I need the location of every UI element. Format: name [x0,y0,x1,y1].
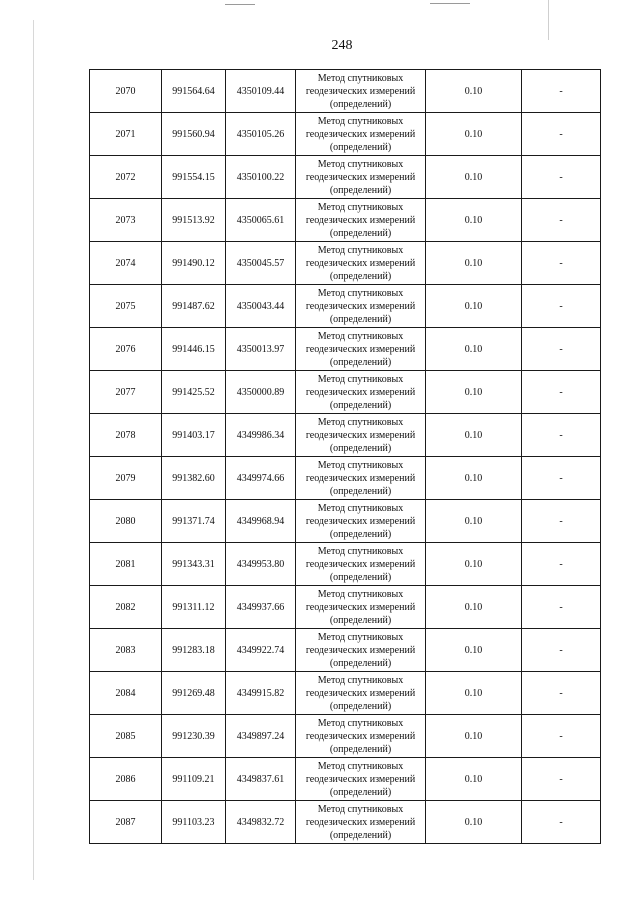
method-line: (определений) [329,700,392,712]
accuracy-cell: 0.10 [426,199,522,242]
method-line: (определений) [329,184,392,196]
y-coordinate-cell: 4350105.26 [226,113,296,156]
method-line: геодезических измерений [305,558,416,570]
y-coordinate-cell: 4349974.66 [226,457,296,500]
accuracy-cell: 0.10 [426,500,522,543]
point-number-cell: 2083 [90,629,162,672]
table-row [90,758,601,801]
x-coordinate-cell: 991490.12 [162,242,226,285]
method-line: геодезических измерений [305,429,416,441]
accuracy-cell: 0.10 [426,715,522,758]
point-number-cell: 2078 [90,414,162,457]
accuracy-cell: 0.10 [426,543,522,586]
method-line: Метод спутниковых [317,416,404,428]
method-line: Метод спутниковых [317,545,404,557]
table-row [90,586,601,629]
method-line: (определений) [329,399,392,411]
method-line: геодезических измерений [305,214,416,226]
method-line: (определений) [329,743,392,755]
method-line: (определений) [329,528,392,540]
point-number-cell: 2077 [90,371,162,414]
y-coordinate-cell: 4350100.22 [226,156,296,199]
method-line: Метод спутниковых [317,717,404,729]
x-coordinate-cell: 991109.21 [162,758,226,801]
table-row [90,672,601,715]
table-row [90,543,601,586]
x-coordinate-cell: 991560.94 [162,113,226,156]
scan-artifact-right-edge [548,0,549,40]
note-cell: - [522,629,601,672]
table-row [90,801,601,844]
method-cell [296,586,426,629]
method-line: (определений) [329,485,392,497]
method-line: (определений) [329,356,392,368]
method-cell [296,199,426,242]
scan-artifact-left-edge [33,20,34,880]
accuracy-cell: 0.10 [426,672,522,715]
method-line: (определений) [329,270,392,282]
note-cell: - [522,156,601,199]
y-coordinate-cell: 4350045.57 [226,242,296,285]
accuracy-cell: 0.10 [426,328,522,371]
x-coordinate-cell: 991283.18 [162,629,226,672]
note-cell: - [522,672,601,715]
method-cell [296,672,426,715]
y-coordinate-cell: 4349968.94 [226,500,296,543]
note-cell: - [522,242,601,285]
point-number-cell: 2080 [90,500,162,543]
x-coordinate-cell: 991513.92 [162,199,226,242]
x-coordinate-cell: 991103.23 [162,801,226,844]
method-line: геодезических измерений [305,343,416,355]
point-number-cell: 2085 [90,715,162,758]
accuracy-cell: 0.10 [426,70,522,113]
method-line: геодезических измерений [305,300,416,312]
method-line: Метод спутниковых [317,803,404,815]
y-coordinate-cell: 4349915.82 [226,672,296,715]
method-cell [296,715,426,758]
method-line: геодезических измерений [305,816,416,828]
method-line: геодезических измерений [305,773,416,785]
point-number-cell: 2086 [90,758,162,801]
table-row [90,457,601,500]
method-line: геодезических измерений [305,601,416,613]
method-line: (определений) [329,614,392,626]
note-cell: - [522,414,601,457]
y-coordinate-cell: 4350109.44 [226,70,296,113]
method-line: Метод спутниковых [317,287,404,299]
method-line: (определений) [329,657,392,669]
note-cell: - [522,543,601,586]
table-row [90,371,601,414]
table-row [90,156,601,199]
method-line: геодезических измерений [305,515,416,527]
x-coordinate-cell: 991487.62 [162,285,226,328]
note-cell: - [522,328,601,371]
method-line: Метод спутниковых [317,158,404,170]
y-coordinate-cell: 4349837.61 [226,758,296,801]
accuracy-cell: 0.10 [426,156,522,199]
method-line: геодезических измерений [305,644,416,656]
method-line: (определений) [329,442,392,454]
accuracy-cell: 0.10 [426,758,522,801]
accuracy-cell: 0.10 [426,113,522,156]
scan-artifact-top-right [430,3,470,4]
x-coordinate-cell: 991311.12 [162,586,226,629]
x-coordinate-cell: 991425.52 [162,371,226,414]
accuracy-cell: 0.10 [426,285,522,328]
y-coordinate-cell: 4350013.97 [226,328,296,371]
method-line: Метод спутниковых [317,631,404,643]
method-line: Метод спутниковых [317,373,404,385]
point-number-cell: 2087 [90,801,162,844]
method-cell [296,328,426,371]
y-coordinate-cell: 4349832.72 [226,801,296,844]
method-line: геодезических измерений [305,472,416,484]
method-line: Метод спутниковых [317,674,404,686]
note-cell: - [522,199,601,242]
y-coordinate-cell: 4350065.61 [226,199,296,242]
point-number-cell: 2070 [90,70,162,113]
note-cell: - [522,457,601,500]
point-number-cell: 2076 [90,328,162,371]
method-line: геодезических измерений [305,257,416,269]
method-line: (определений) [329,98,392,110]
method-cell [296,371,426,414]
table-row [90,500,601,543]
table-row [90,629,601,672]
y-coordinate-cell: 4350000.89 [226,371,296,414]
method-line: Метод спутниковых [317,588,404,600]
table-row [90,715,601,758]
y-coordinate-cell: 4349986.34 [226,414,296,457]
point-number-cell: 2074 [90,242,162,285]
method-line: геодезических измерений [305,386,416,398]
method-line: (определений) [329,313,392,325]
point-number-cell: 2081 [90,543,162,586]
method-line: Метод спутниковых [317,72,404,84]
method-line: (определений) [329,227,392,239]
note-cell: - [522,758,601,801]
method-line: геодезических измерений [305,730,416,742]
x-coordinate-cell: 991230.39 [162,715,226,758]
x-coordinate-cell: 991371.74 [162,500,226,543]
table-row [90,285,601,328]
method-line: Метод спутниковых [317,502,404,514]
point-number-cell: 2084 [90,672,162,715]
accuracy-cell: 0.10 [426,414,522,457]
note-cell: - [522,70,601,113]
method-line: (определений) [329,786,392,798]
table-row [90,328,601,371]
x-coordinate-cell: 991554.15 [162,156,226,199]
accuracy-cell: 0.10 [426,242,522,285]
method-line: (определений) [329,571,392,583]
method-cell [296,629,426,672]
method-cell [296,758,426,801]
method-line: (определений) [329,141,392,153]
method-cell [296,242,426,285]
point-number-cell: 2071 [90,113,162,156]
table-row [90,414,601,457]
note-cell: - [522,715,601,758]
method-cell [296,70,426,113]
method-line: Метод спутниковых [317,330,404,342]
point-number-cell: 2073 [90,199,162,242]
x-coordinate-cell: 991343.31 [162,543,226,586]
x-coordinate-cell: 991269.48 [162,672,226,715]
coordinates-table [89,69,601,844]
accuracy-cell: 0.10 [426,457,522,500]
y-coordinate-cell: 4349953.80 [226,543,296,586]
point-number-cell: 2072 [90,156,162,199]
method-line: геодезических измерений [305,171,416,183]
table-row [90,70,601,113]
table-row [90,199,601,242]
table-body [90,70,601,844]
method-line: Метод спутниковых [317,244,404,256]
x-coordinate-cell: 991382.60 [162,457,226,500]
method-cell [296,457,426,500]
y-coordinate-cell: 4350043.44 [226,285,296,328]
point-number-cell: 2082 [90,586,162,629]
accuracy-cell: 0.10 [426,629,522,672]
method-line: (определений) [329,829,392,841]
note-cell: - [522,113,601,156]
scan-artifact-top [225,4,255,5]
point-number-cell: 2075 [90,285,162,328]
method-cell [296,156,426,199]
point-number-cell: 2079 [90,457,162,500]
y-coordinate-cell: 4349937.66 [226,586,296,629]
method-cell [296,801,426,844]
method-cell [296,285,426,328]
accuracy-cell: 0.10 [426,586,522,629]
method-cell [296,543,426,586]
method-line: Метод спутниковых [317,201,404,213]
method-cell [296,414,426,457]
method-line: геодезических измерений [305,687,416,699]
method-cell [296,500,426,543]
method-line: Метод спутниковых [317,760,404,772]
x-coordinate-cell: 991564.64 [162,70,226,113]
accuracy-cell: 0.10 [426,371,522,414]
method-line: геодезических измерений [305,85,416,97]
note-cell: - [522,371,601,414]
table-row [90,242,601,285]
note-cell: - [522,285,601,328]
method-line: Метод спутниковых [317,459,404,471]
page-number: 248 [331,38,353,53]
x-coordinate-cell: 991446.15 [162,328,226,371]
note-cell: - [522,586,601,629]
method-cell [296,113,426,156]
table-row [90,113,601,156]
accuracy-cell: 0.10 [426,801,522,844]
y-coordinate-cell: 4349897.24 [226,715,296,758]
note-cell: - [522,801,601,844]
method-line: Метод спутниковых [317,115,404,127]
y-coordinate-cell: 4349922.74 [226,629,296,672]
x-coordinate-cell: 991403.17 [162,414,226,457]
method-line: геодезических измерений [305,128,416,140]
note-cell: - [522,500,601,543]
